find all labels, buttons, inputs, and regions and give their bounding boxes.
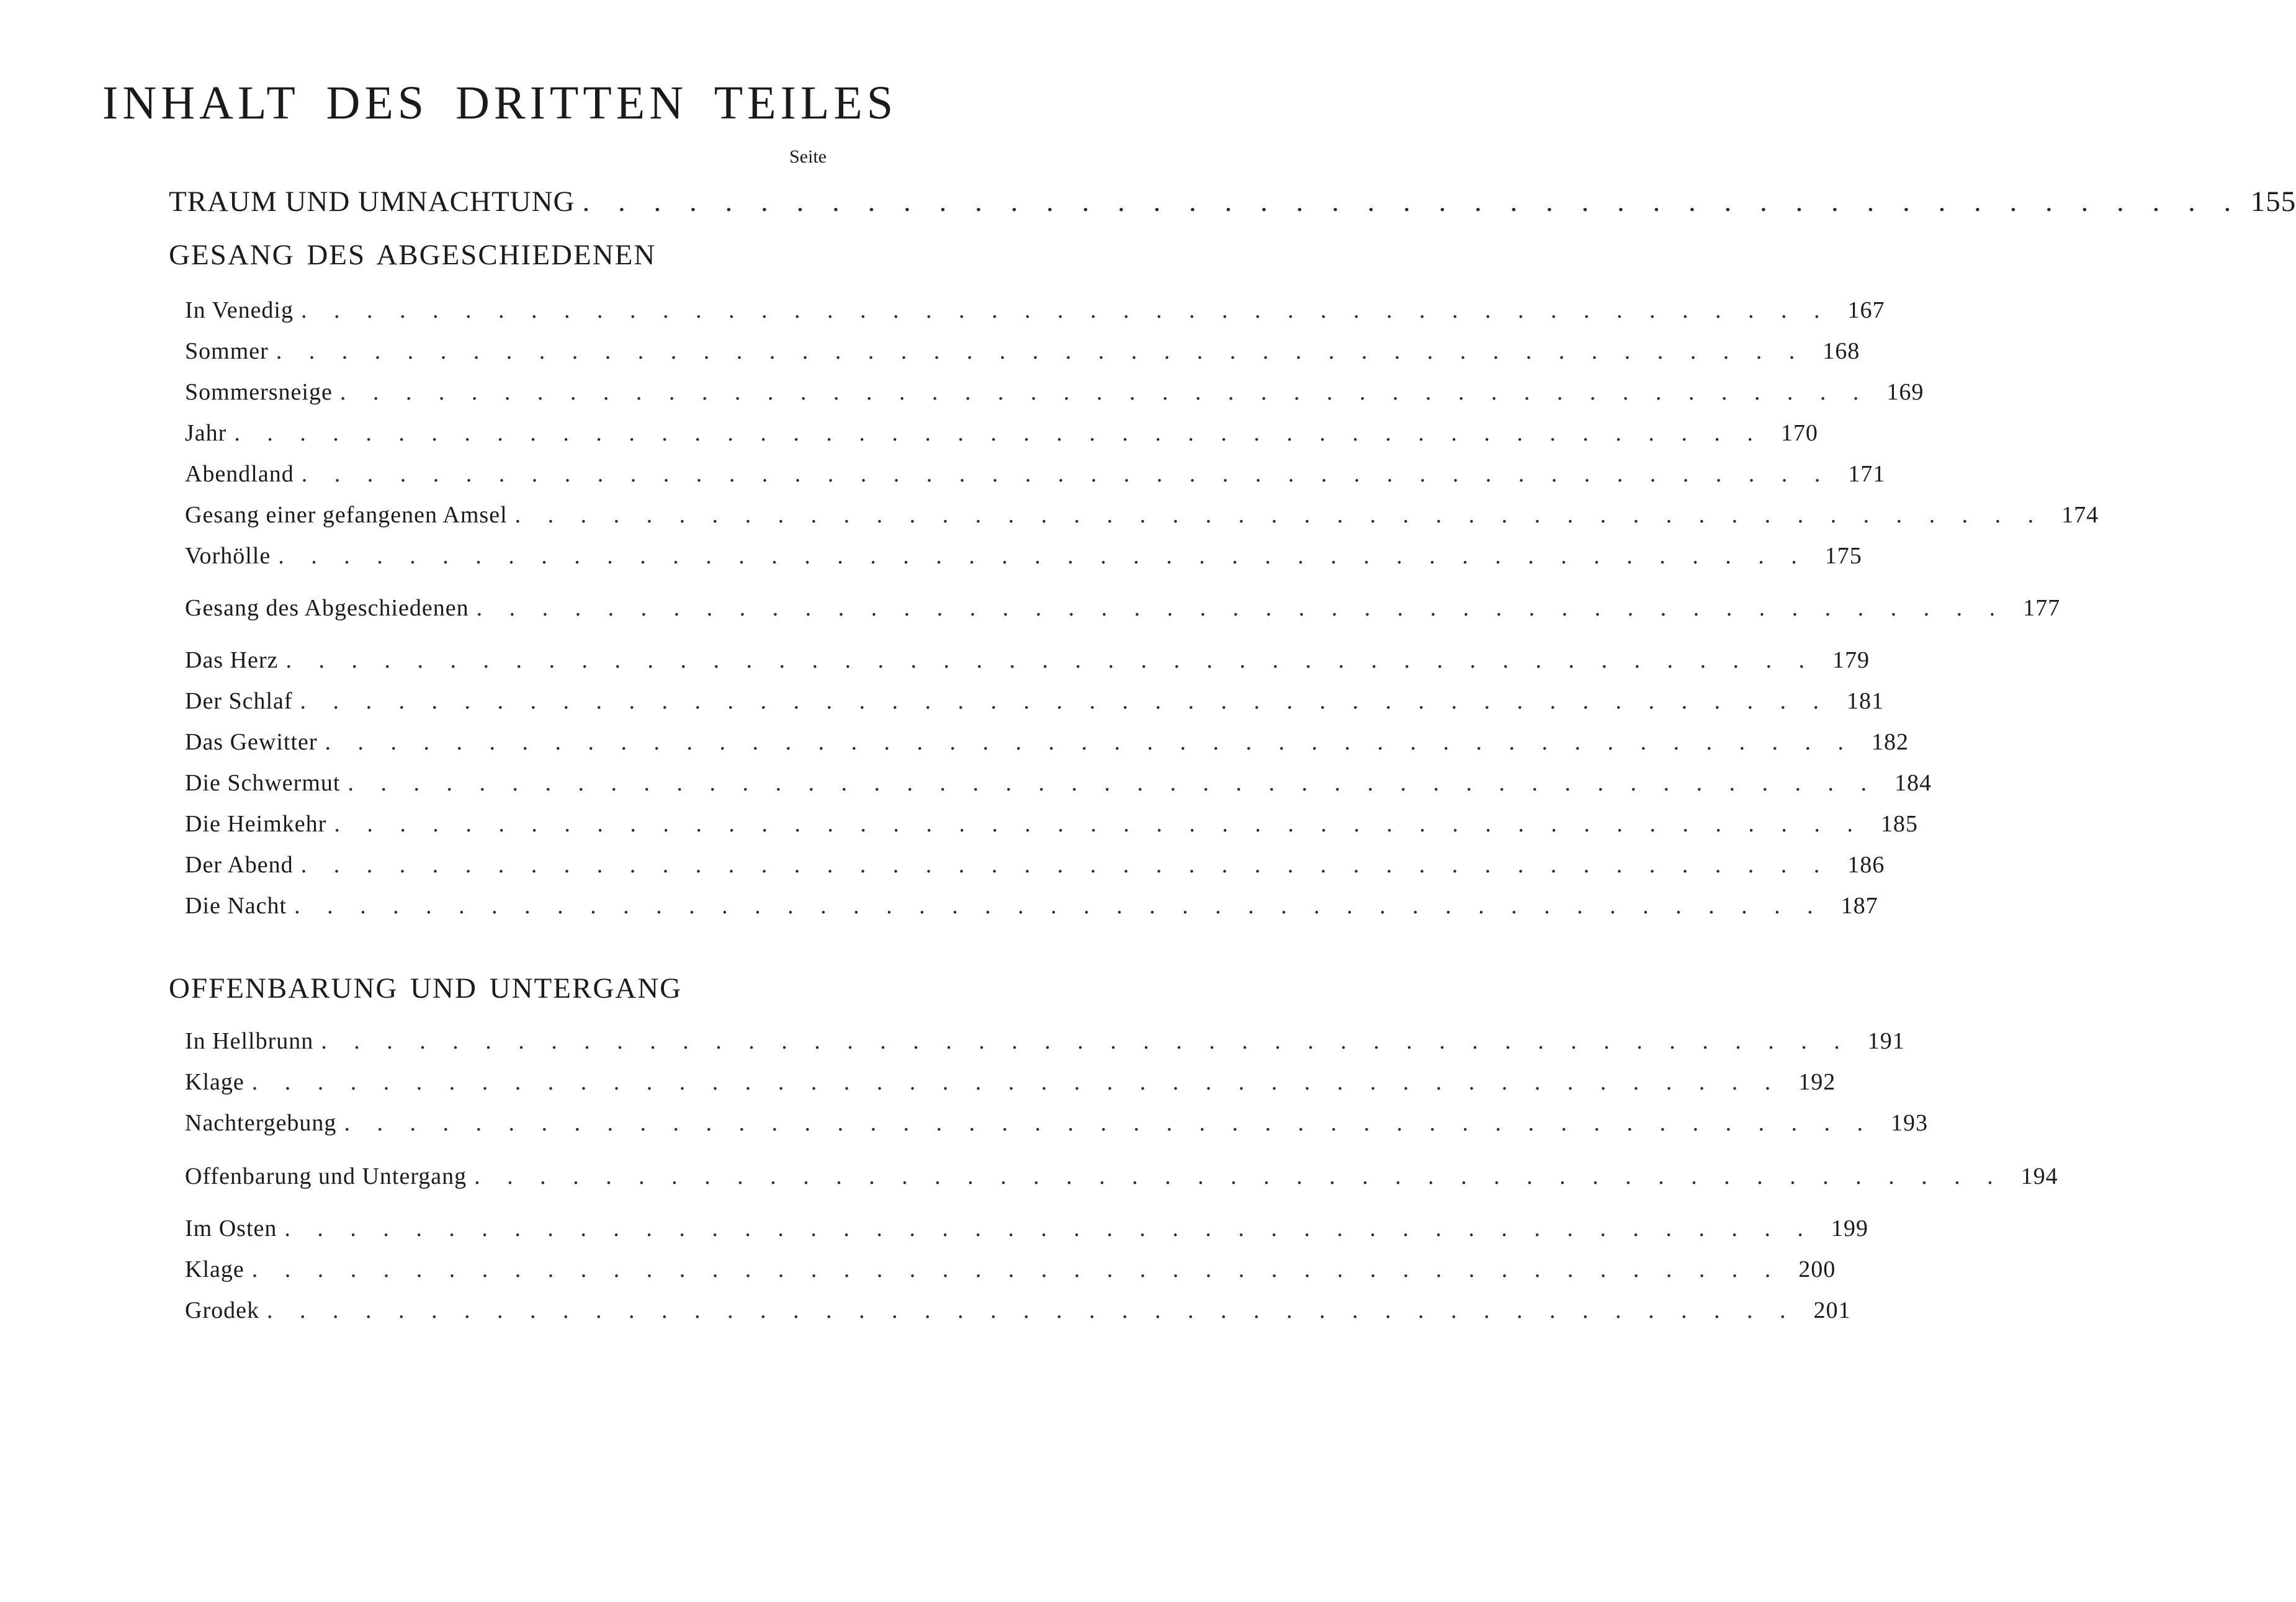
toc-entry-title: Klage xyxy=(185,1256,244,1282)
dot-leader: . . . . . . . . . . . . . . . . . . . . . . . . . . . . . . . . . . . . . . . . . . . . . . . xyxy=(476,595,2006,621)
toc-entry-page: 181 xyxy=(1847,688,1885,714)
dot-leader: . . . . . . . . . . . . . . . . . . . . . . . . . . . . . . . . . . . . . . . . . . . . . . . xyxy=(300,688,1830,714)
toc-entry xyxy=(185,501,2099,529)
dot-leader: . . . . . . . . . . . . . . . . . . . . . . . . . . . . . . . . . . . . . . . . . . . . . . . xyxy=(251,1069,1782,1095)
toc-entry-title: Die Heimkehr xyxy=(185,811,327,837)
toc-entry xyxy=(185,851,1885,879)
toc-entry-title: Die Schwermut xyxy=(185,770,341,796)
toc-entry-page: 155 xyxy=(2250,186,2296,218)
toc-entry-page: 193 xyxy=(1890,1110,1928,1136)
dot-leader: . . . . . . . . . . . . . . . . . . . . . . . . . . . . . . . . . . . . . . . . . . . . . . . xyxy=(300,852,1831,878)
dot-leader: . . . . . . . . . . . . . . . . . . . . . . . . . . . . . . . . . . . . . . . . . . . . . . . xyxy=(344,1110,1873,1136)
toc-entry-title: TRAUM UND UMNACHTUNG xyxy=(169,186,575,218)
toc-entry-page: 194 xyxy=(2020,1163,2058,1189)
dot-leader: . . . . . . . . . . . . . . . . . . . . . . . . . . . . . . . . . . . . . . . . . . . . . . . xyxy=(582,186,2242,218)
dot-leader: . . . . . . . . . . . . . . . . . . . . . . . . . . . . . . . . . . . . . . . . . . . . . . . xyxy=(251,1256,1782,1282)
dot-leader: . . . . . . . . . . . . . . . . . . . . . . . . . . . . . . . . . . . . . . . . . . . . . . . xyxy=(334,811,1863,837)
page-column-label: Seite xyxy=(789,146,827,167)
toc-entry-title: Nachtergebung xyxy=(185,1110,337,1136)
toc-entry xyxy=(185,1109,1928,1137)
toc-entry-page: 185 xyxy=(1880,811,1918,837)
dot-leader: . . . . . . . . . . . . . . . . . . . . . . . . . . . . . . . . . . . . . . . . . . . . . . . xyxy=(321,1028,1850,1054)
toc-entry xyxy=(185,810,1918,838)
toc-entry xyxy=(185,542,1862,570)
dot-leader: . . . . . . . . . . . . . . . . . . . . . . . . . . . . . . . . . . . . . . . . . . . . . . . xyxy=(301,297,1831,323)
toc-entry xyxy=(185,1163,2058,1190)
toc-entry-page: 182 xyxy=(1872,729,1909,755)
dot-leader: . . . . . . . . . . . . . . . . . . . . . . . . . . . . . . . . . . . . . . . . . . . . . . . xyxy=(278,543,1808,569)
dot-leader: . . . . . . . . . . . . . . . . . . . . . . . . . . . . . . . . . . . . . . . . . . . . . . . xyxy=(294,893,1824,919)
dot-leader: . . . . . . . . . . . . . . . . . . . . . . . . . . . . . . . . . . . . . . . . . . . . . . . xyxy=(301,461,1831,487)
toc-entry-page: 170 xyxy=(1780,420,1818,446)
dot-leader: . . . . . . . . . . . . . . . . . . . . . . . . . . . . . . . . . . . . . . . . . . . . . . . xyxy=(285,647,1815,673)
dot-leader: . . . . . . . . . . . . . . . . . . . . . . . . . . . . . . . . . . . . . . . . . . . . . . . xyxy=(474,1163,2004,1189)
dot-leader: . . . . . . . . . . . . . . . . . . . . . . . . . . . . . . . . . . . . . . . . . . . . . . . xyxy=(325,729,1855,755)
toc-entry xyxy=(185,1027,1905,1055)
toc-entry xyxy=(185,419,1818,447)
dot-leader: . . . . . . . . . . . . . . . . . . . . . . . . . . . . . . . . . . . . . . . . . . . . . . . xyxy=(276,338,1806,364)
toc-entry-traum-und-umnachtung xyxy=(169,185,2296,218)
toc-entry-title: Vorhölle xyxy=(185,543,271,569)
toc-entry-title: Gesang des Abgeschiedenen xyxy=(185,595,469,621)
toc-entry xyxy=(185,1068,1836,1096)
dot-leader: . . . . . . . . . . . . . . . . . . . . . . . . . . . . . . . . . . . . . . . . . . . . . . . xyxy=(266,1297,1796,1323)
toc-entry-title: Der Abend xyxy=(185,852,294,878)
toc-entry-title: Sommersneige xyxy=(185,379,333,405)
toc-entry-title: Im Osten xyxy=(185,1215,277,1242)
toc-entry-title: Abendland xyxy=(185,461,294,487)
dot-leader: . . . . . . . . . . . . . . . . . . . . . . . . . . . . . . . . . . . . . . . . . . . . . . . xyxy=(284,1215,1814,1242)
toc-entry-page: 167 xyxy=(1847,297,1885,323)
toc-entry-page: 200 xyxy=(1798,1256,1836,1282)
toc-entry-page: 201 xyxy=(1813,1297,1851,1323)
toc-entry-title: Das Gewitter xyxy=(185,729,318,755)
toc-entry xyxy=(185,769,1932,797)
toc-entry xyxy=(185,1256,1836,1283)
toc-entry xyxy=(185,297,1885,324)
toc-entry-title: Grodek xyxy=(185,1297,259,1323)
toc-entry-title: In Hellbrunn xyxy=(185,1028,314,1054)
page-title: INHALT DES DRITTEN TEILES xyxy=(102,77,897,129)
toc-entry-page: 168 xyxy=(1823,338,1860,364)
toc-entry-page: 186 xyxy=(1847,852,1885,878)
toc-entry-page: 171 xyxy=(1848,461,1886,487)
toc-entry-page: 174 xyxy=(2061,502,2099,528)
dot-leader: . . . . . . . . . . . . . . . . . . . . . . . . . . . . . . . . . . . . . . . . . . . . . . . xyxy=(348,770,1877,796)
toc-entry-title: Sommer xyxy=(185,338,269,364)
toc-entry-title: Klage xyxy=(185,1069,244,1095)
toc-entry-page: 175 xyxy=(1824,543,1862,569)
toc-entry-page: 187 xyxy=(1841,893,1878,919)
toc-entry-title: Offenbarung und Untergang xyxy=(185,1163,467,1189)
toc-entry xyxy=(185,1215,1868,1242)
dot-leader: . . . . . . . . . . . . . . . . . . . . . . . . . . . . . . . . . . . . . . . . . . . . . . . xyxy=(514,502,2045,528)
toc-entry-title: Der Schlaf xyxy=(185,688,293,714)
toc-entry-page: 179 xyxy=(1832,647,1870,673)
toc-entry-title: Das Herz xyxy=(185,647,279,673)
toc-entry xyxy=(185,728,1909,756)
toc-entry-title: Die Nacht xyxy=(185,893,287,919)
section-heading-offenbarung-und-untergang: OFFENBARUNG UND UNTERGANG xyxy=(169,972,683,1005)
toc-entry-page: 184 xyxy=(1894,770,1932,796)
toc-entry xyxy=(185,1297,1851,1324)
toc-entry-title: Jahr xyxy=(185,420,227,446)
toc-entry-page: 169 xyxy=(1886,379,1924,405)
dot-leader: . . . . . . . . . . . . . . . . . . . . . . . . . . . . . . . . . . . . . . . . . . . . . . . xyxy=(339,379,1870,405)
toc-entry-title: Gesang einer gefangenen Amsel xyxy=(185,502,508,528)
toc-entry-page: 177 xyxy=(2023,595,2061,621)
toc-entry xyxy=(185,892,1878,920)
toc-entry xyxy=(185,687,1885,715)
toc-entry-page: 191 xyxy=(1867,1028,1905,1054)
toc-entry xyxy=(185,594,2061,622)
section-heading-gesang-des-abgeschiedenen: GESANG DES ABGESCHIEDENEN xyxy=(169,239,657,271)
toc-entry xyxy=(185,460,1886,488)
toc-entry-page: 199 xyxy=(1831,1215,1868,1242)
toc-entry xyxy=(185,647,1870,674)
toc-entry xyxy=(185,338,1860,365)
toc-entry xyxy=(185,378,1924,406)
dot-leader: . . . . . . . . . . . . . . . . . . . . . . . . . . . . . . . . . . . . . . . . . . . . . . . xyxy=(234,420,1764,446)
toc-entry-title: In Venedig xyxy=(185,297,294,323)
toc-entry-page: 192 xyxy=(1798,1069,1836,1095)
